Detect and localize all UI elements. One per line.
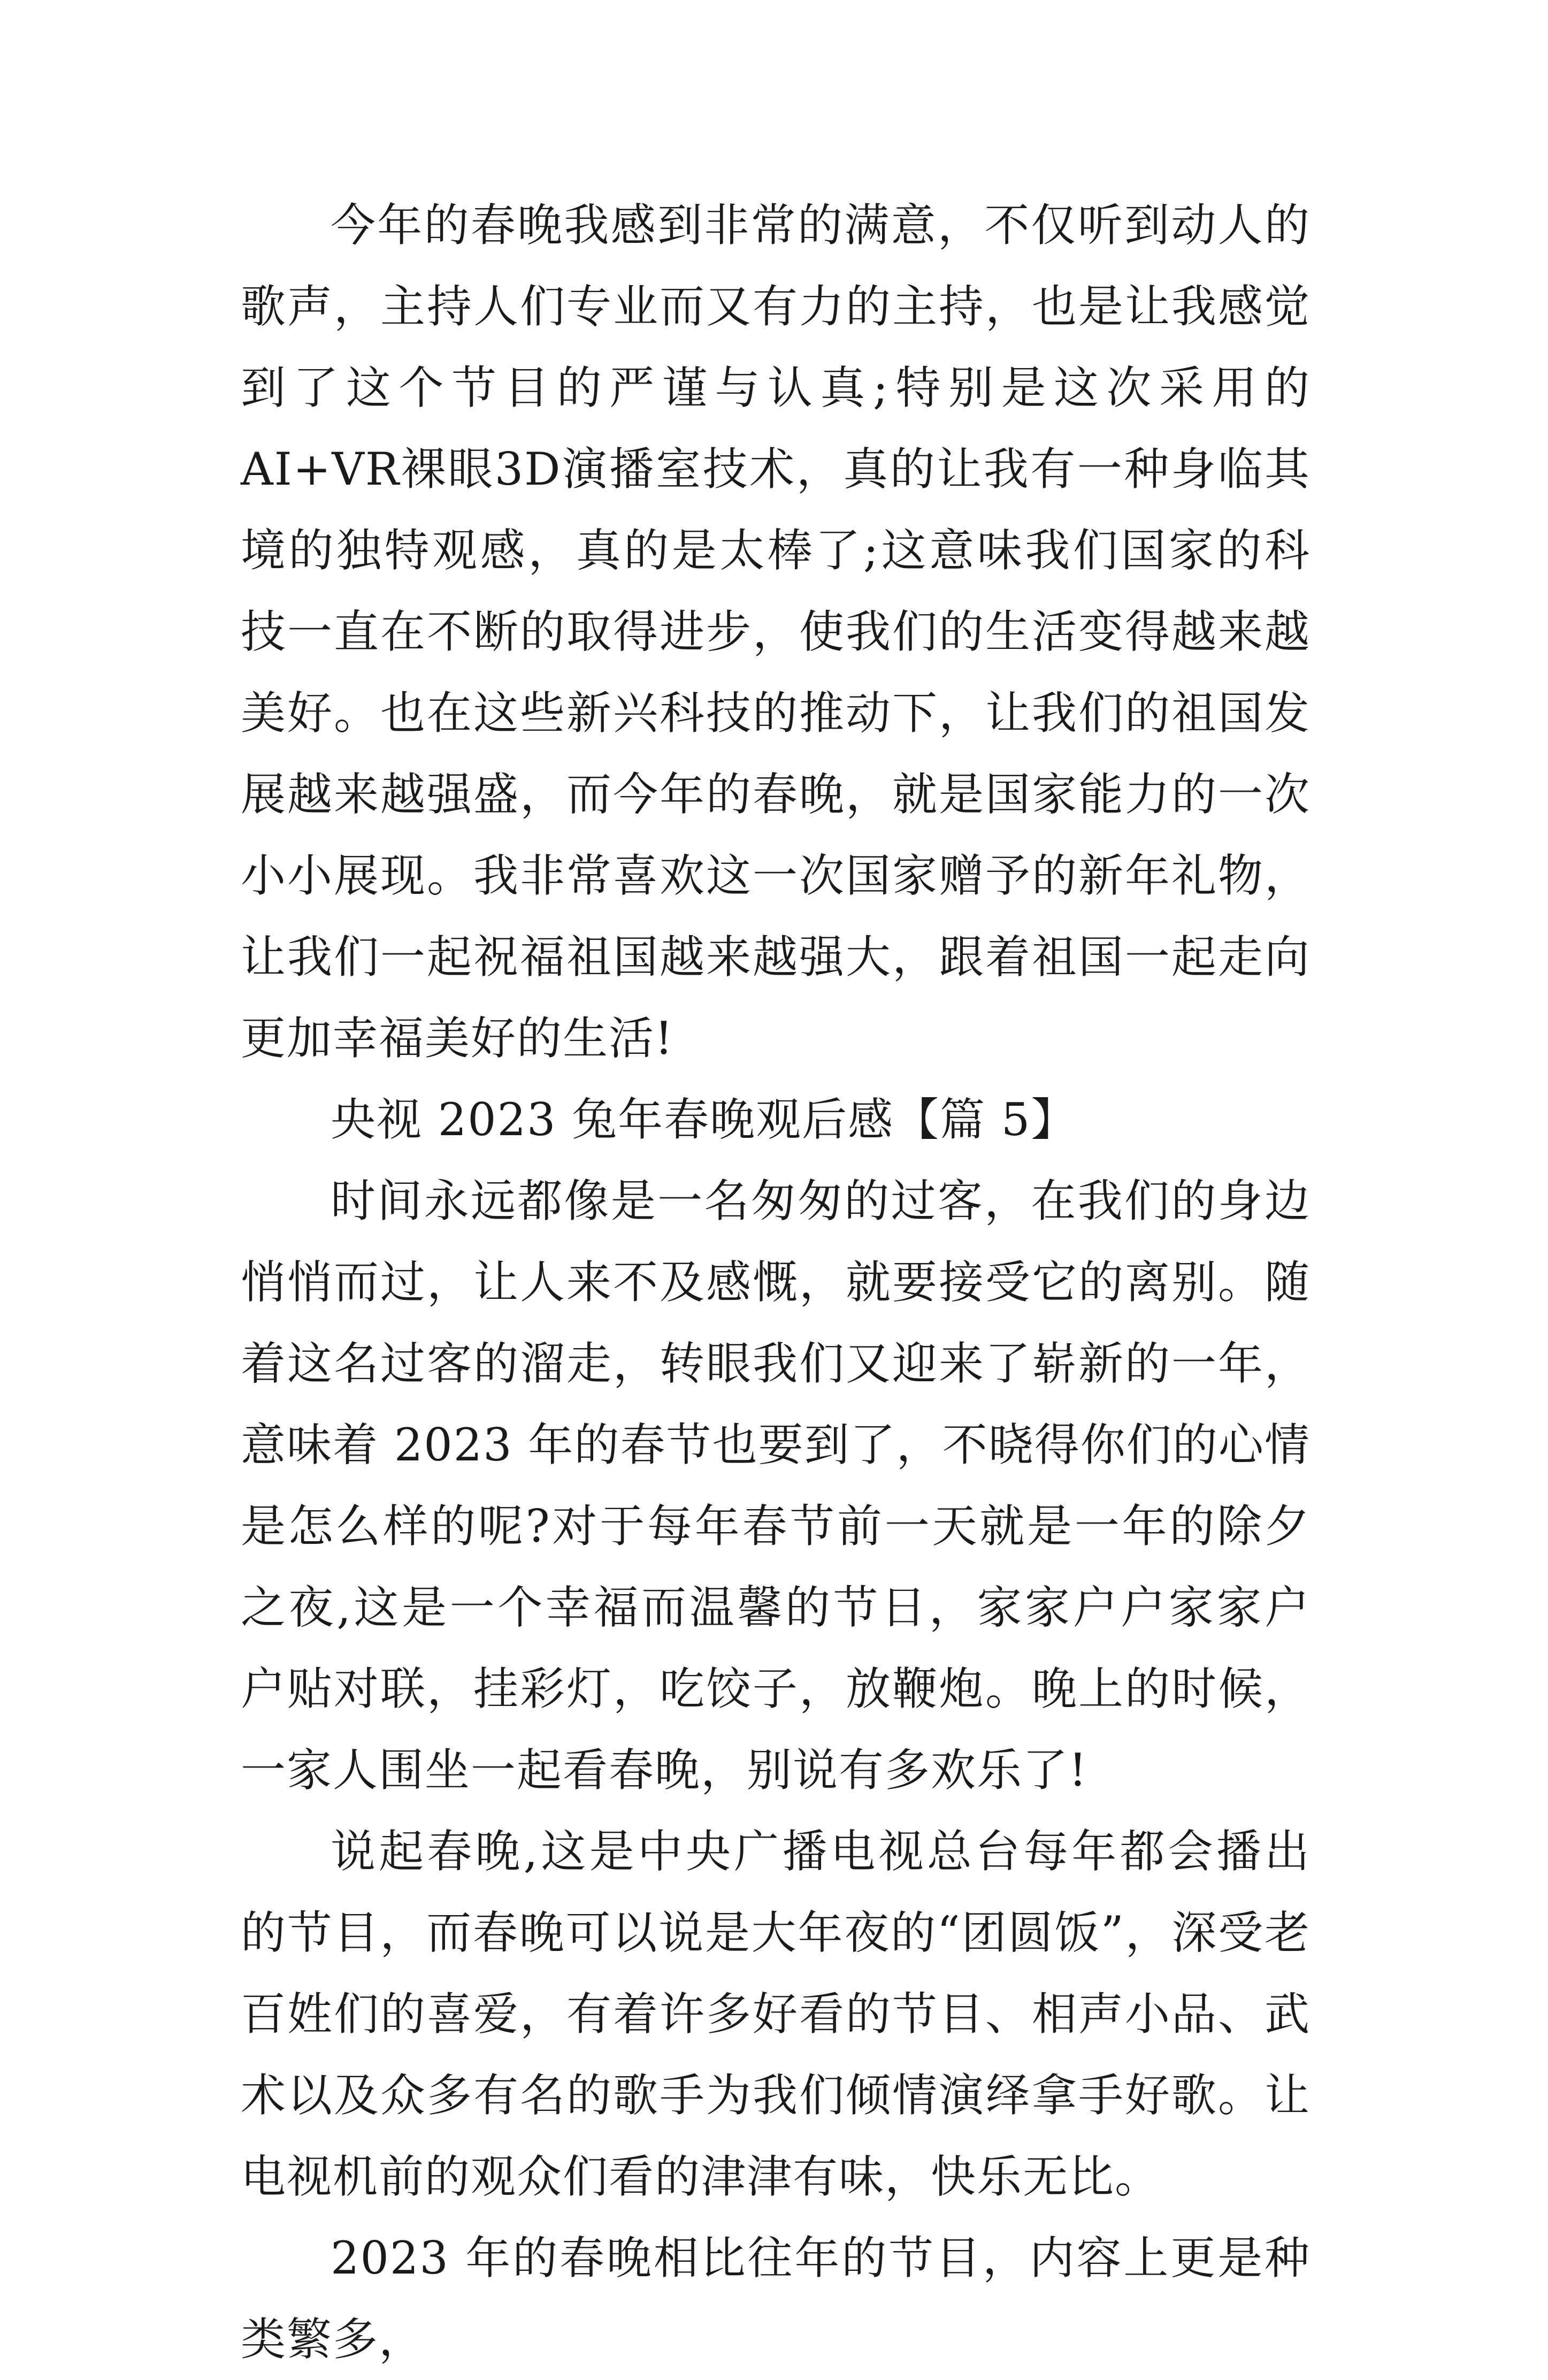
document-body (241, 185, 1311, 2380)
paragraph-spring-gala-satisfaction: 今年的春晚我感到非常的满意，不仅听到动人的歌声，主持人们专业而又有力的主持，也是让我感觉到了这个节目的严谨与认真;特别是这次采用的AI+VR裸眼3D演播室技术，真的让我有一种身临其境的独特观感，真的是太棒了;这意味我们国家的科技一直在不断的取得进步，使我们的生活变得越来越美好。也在这些新兴科技的推动下，让我们的祖国发展越来越强盛，而今年的春晚，就是国家能力的一次小小展现。我非常喜欢这一次国家赠予的新年礼物，让我们一起祝福祖国越来越强大，跟着祖国一起走向更加幸福美好的生活! (241, 199, 1311, 1065)
section-heading-part-5: 央视 2023 兔年春晚观后感【篇 5】 (331, 1093, 1077, 1146)
paragraph-about-spring-gala: 说起春晚,这是中央广播电视总台每年都会播出的节目，而春晚可以说是大年夜的“团圆饭”，深受老百姓们的喜爱，有着许多好看的节目、相声小品、武术以及众多有名的歌手为我们倾情演绎拿手好歌。让电视机前的观众们看的津津有味，快乐无比。 (241, 1825, 1311, 2203)
paragraph-2023-gala-content: 2023 年的春晚相比往年的节目，内容上更是种类繁多， (241, 2232, 1311, 2366)
paragraph-time-passing: 时间永远都像是一名匆匆的过客，在我们的身边悄悄而过，让人来不及感慨，就要接受它的离别。随着这名过客的溜走，转眼我们又迎来了崭新的一年，意味着 2023 年的春节也要到了，不晓得你们的心情是怎么样的呢?对于每年春节前一天就是一年的除夕之夜,这是一个幸福而温馨的节日，家家户户家家户户贴对联，挂彩灯，吃饺子，放鞭炮。晚上的时候，一家人围坐一起看春晚，别说有多欢乐了! (241, 1175, 1311, 1796)
